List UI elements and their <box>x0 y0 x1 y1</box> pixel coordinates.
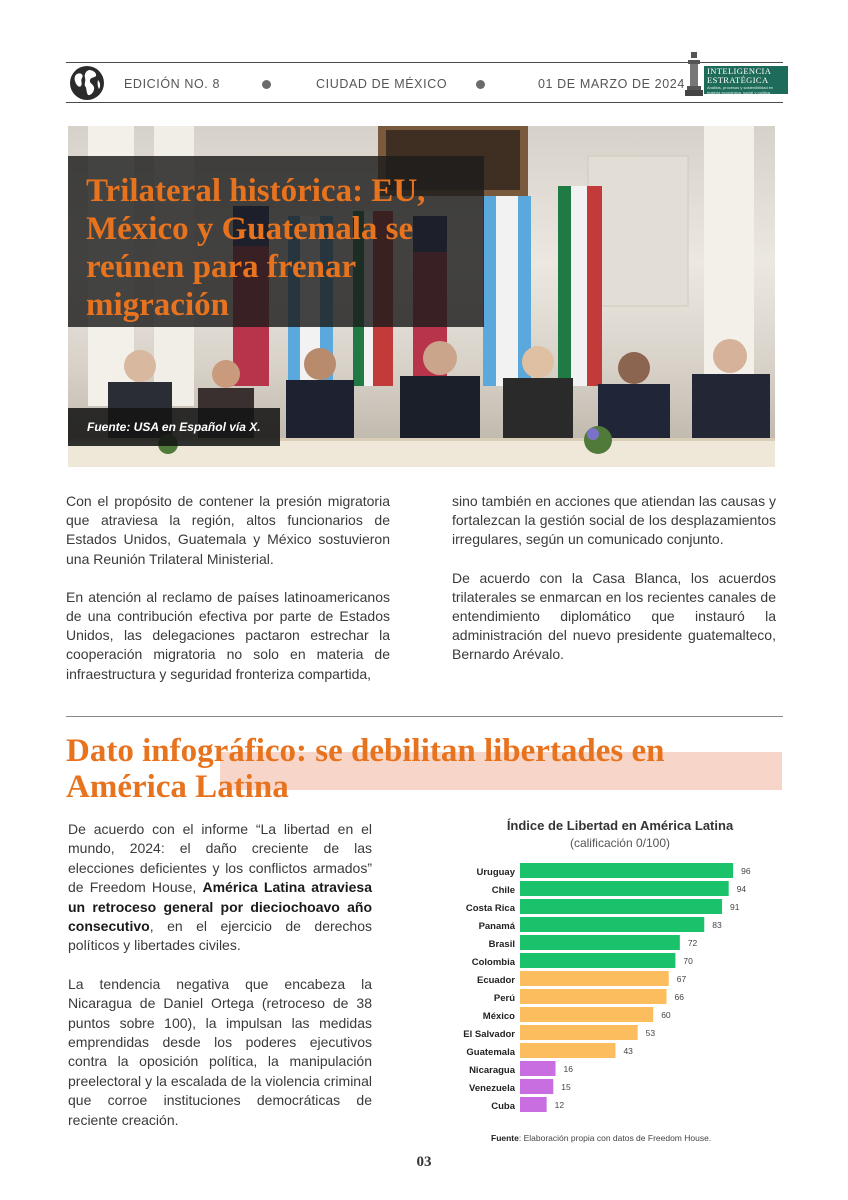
value-label: 94 <box>736 884 747 894</box>
bar-panamá <box>520 917 704 932</box>
bar-cuba <box>520 1097 547 1112</box>
value-label: 12 <box>554 1100 565 1110</box>
logo-wordmark <box>704 66 788 94</box>
bar-brasil <box>520 935 680 950</box>
article-column-right <box>452 492 776 684</box>
chart-subtitle: (calificación 0/100) <box>569 836 671 850</box>
bar-costa-rica <box>520 899 722 914</box>
category-label: Perú <box>493 993 515 1004</box>
emphasis-text: América Latina atraviesa un retroceso general por dieciochoavo año consecutivo <box>68 879 373 935</box>
category-label: Uruguay <box>476 867 515 878</box>
value-label: 67 <box>676 974 687 984</box>
category-label: Nicaragua <box>469 1065 515 1076</box>
category-label: Chile <box>491 885 515 896</box>
article-paragraph: Con el propósito de contener la presión migratoria que atraviesa la región, altos funcionarios de Estados Unidos, Guatemala y México sostuvieron una Reunión Trilateral Ministerial. <box>66 493 390 567</box>
value-label: 91 <box>730 902 740 912</box>
bar-ecuador <box>520 971 669 986</box>
freedom-index-bar-chart <box>440 858 780 1120</box>
bar-nicaragua <box>520 1061 556 1076</box>
chart-source <box>491 1133 711 1143</box>
bar-venezuela <box>520 1079 553 1094</box>
logo-title-line-1: INTELIGENCIA <box>707 66 772 76</box>
bar-guatemala <box>520 1043 615 1058</box>
value-label: 66 <box>674 992 684 1002</box>
value-label: 15 <box>561 1082 571 1092</box>
category-label: Colombia <box>471 957 515 968</box>
value-label: 70 <box>683 956 693 966</box>
article-column-left <box>66 492 390 703</box>
value-label: 83 <box>712 920 722 930</box>
value-label: 60 <box>661 1010 671 1020</box>
separator-dot <box>262 80 271 89</box>
value-label: 96 <box>741 866 751 876</box>
value-label: 72 <box>687 938 698 948</box>
bar-el-salvador <box>520 1025 638 1040</box>
value-label: 43 <box>623 1046 633 1056</box>
logo-subtitle: Análisis, procesos y sostenibilidad en materia económica, social y política <box>707 85 774 95</box>
bar-uruguay <box>520 863 733 878</box>
photo-caption: Fuente: USA en Español vía X. <box>68 408 280 446</box>
chart-title: Índice de Libertad en América Latina <box>506 818 734 833</box>
category-label: Panamá <box>478 921 515 932</box>
edition-date: 01 DE MARZO DE 2024 <box>538 77 685 91</box>
category-label: Brasil <box>488 939 515 950</box>
article-paragraph: sino también en acciones que atiendan las causas y fortalezcan la gestión social de los desplazamientos irregulares, según un comunicado conjunto. <box>452 493 776 548</box>
category-label: Venezuela <box>469 1083 515 1094</box>
masthead-top-rule <box>66 62 783 63</box>
separator-dot <box>476 80 485 89</box>
article-paragraph: De acuerdo con la Casa Blanca, los acuerdos trilaterales se enmarcan en los recientes canales de entendimiento diplomático que instauró la administración del nuevo presidente guatemalteco, Bernardo Arévalo. <box>452 569 776 663</box>
edition-number: EDICIÓN NO. 8 <box>124 77 221 91</box>
category-label: Ecuador <box>476 975 515 986</box>
bar-méxico <box>520 1007 653 1022</box>
source-text: : Elaboración propia con datos de Freedom House. <box>518 1133 712 1143</box>
infographic-paragraph <box>68 820 372 956</box>
brand-logo <box>684 52 788 98</box>
paragraph-text: , en el ejercicio de derechos políticos y libertades civiles. <box>68 918 372 954</box>
article-paragraph: En atención al reclamo de países latinoamericanos de una contribución efectiva por parte de Estados Unidos, las delegaciones pactaron estrechar la cooperación migratoria no solo en materia de infraestructura y seguridad fronteriza compartida, <box>66 588 390 682</box>
page-number: 03 <box>416 1154 432 1170</box>
globe-icon <box>69 65 105 101</box>
bar-colombia <box>520 953 675 968</box>
masthead-bottom-rule <box>66 102 783 103</box>
category-label: Costa Rica <box>465 903 515 914</box>
paragraph-text: De acuerdo con el informe “La libertad en el mundo, 2024: el daño creciente de las elecciones deficientes y los conflictos armados” de Freedom House, <box>68 821 372 896</box>
infographic-text <box>68 820 372 1149</box>
chess-king-icon <box>684 52 704 98</box>
bar-chile <box>520 881 729 896</box>
category-label: México <box>482 1011 515 1022</box>
category-label: Cuba <box>491 1101 515 1112</box>
masthead <box>66 58 783 106</box>
headline: Trilateral histórica: EU, México y Guatemala se reúnen para frenar migración <box>86 173 426 323</box>
logo-title-line-2: ESTRATÉGICA <box>707 75 769 85</box>
section-title: Dato infográfico: se debilitan libertades en América Latina <box>66 733 665 805</box>
bar-perú <box>520 989 667 1004</box>
category-label: Guatemala <box>466 1047 515 1058</box>
value-label: 16 <box>563 1064 573 1074</box>
category-label: El Salvador <box>463 1029 515 1040</box>
edition-city: CIUDAD DE MÉXICO <box>316 77 448 91</box>
section-divider <box>66 716 783 717</box>
value-label: 53 <box>645 1028 656 1038</box>
headline-box <box>68 156 484 327</box>
source-label: Fuente <box>491 1133 519 1143</box>
infographic-paragraph: La tendencia negativa que encabeza la Nicaragua de Daniel Ortega (retroceso de 38 puntos sobre 100), la impulsan las medidas emprendidas desde los poderes ejecutivos contra la oposición política, la manipulación preelectoral y la escalada de la violencia criminal que corroe instituciones democráticas de reciente creación. <box>68 975 372 1128</box>
